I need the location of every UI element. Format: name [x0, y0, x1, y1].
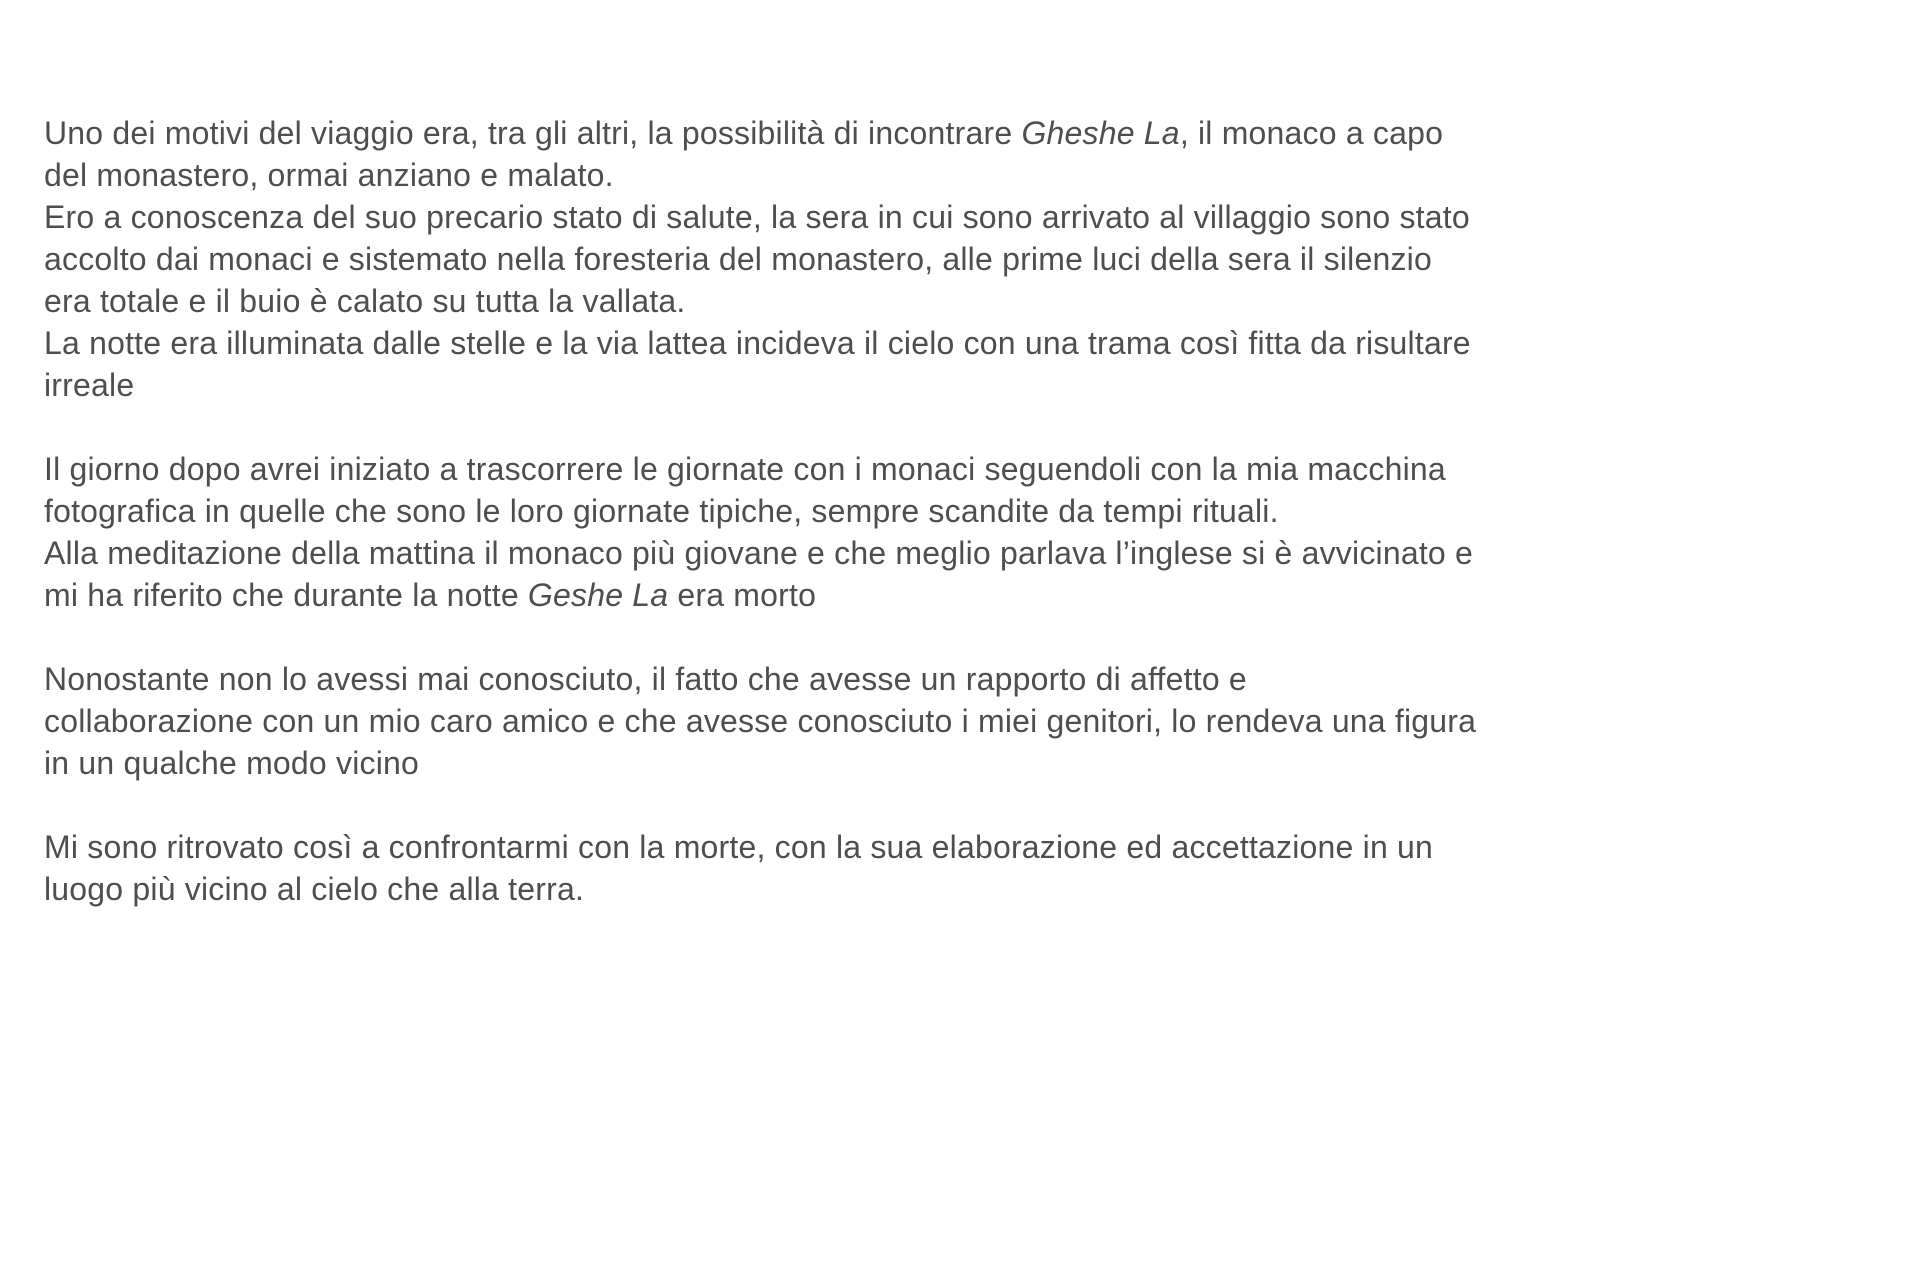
paragraph-3	[44, 658, 1882, 784]
paragraph-1	[44, 112, 1882, 406]
text-segment: luogo più vicino al cielo che alla terra.	[44, 871, 585, 907]
text-line	[44, 364, 1882, 406]
text-segment: fotografica in quelle che sono le loro giornate tipiche, sempre scandite da tempi rituali.	[44, 493, 1279, 529]
paragraph-2	[44, 448, 1882, 616]
text-segment: in un qualche modo vicino	[44, 745, 420, 781]
text-segment: Il giorno dopo avrei iniziato a trascorrere le giornate con i monaci seguendoli con la mia macchina	[44, 451, 1446, 487]
text-line	[44, 826, 1882, 868]
text-segment: collaborazione con un mio caro amico e che avesse conosciuto i miei genitori, lo rendeva una figura	[44, 703, 1477, 739]
text-line	[44, 238, 1882, 280]
text-segment: del monastero, ormai anziano e malato.	[44, 157, 614, 193]
text-line	[44, 700, 1882, 742]
text-segment: era morto	[668, 577, 817, 613]
italic-name-segment: Geshe La	[527, 577, 669, 613]
text-segment: irreale	[44, 367, 135, 403]
text-line	[44, 574, 1882, 616]
text-segment: Mi sono ritrovato così a confrontarmi con la morte, con la sua elaborazione ed accettazione in un	[44, 829, 1434, 865]
text-line	[44, 154, 1882, 196]
text-segment: Alla meditazione della mattina il monaco più giovane e che meglio parlava l’inglese si è avvicinato e	[44, 535, 1473, 571]
text-line	[44, 280, 1882, 322]
text-line	[44, 322, 1882, 364]
text-segment: Nonostante non lo avessi mai conosciuto, il fatto che avesse un rapporto di affetto e	[44, 661, 1247, 697]
text-segment: era totale e il buio è calato su tutta la vallata.	[44, 283, 686, 319]
text-line	[44, 532, 1882, 574]
text-line	[44, 490, 1882, 532]
text-segment: La notte era illuminata dalle stelle e la via lattea incideva il cielo con una trama così fitta da risultare	[44, 325, 1471, 361]
italic-name-segment: Gheshe La	[1021, 115, 1180, 151]
text-segment: mi ha riferito che durante la notte	[44, 577, 528, 613]
paragraph-4	[44, 826, 1882, 910]
text-segment: Uno dei motivi del viaggio era, tra gli altri, la possibilità di incontrare	[44, 115, 1022, 151]
text-line	[44, 196, 1882, 238]
text-line	[44, 112, 1882, 154]
text-segment: Ero a conoscenza del suo precario stato di salute, la sera in cui sono arrivato al villaggio sono stato	[44, 199, 1470, 235]
text-line	[44, 448, 1882, 490]
text-segment: accolto dai monaci e sistemato nella foresteria del monastero, alle prime luci della sera il silenzio	[44, 241, 1432, 277]
text-segment: , il monaco a capo	[1179, 115, 1444, 151]
text-line	[44, 658, 1882, 700]
text-line	[44, 742, 1882, 784]
text-line	[44, 868, 1882, 910]
